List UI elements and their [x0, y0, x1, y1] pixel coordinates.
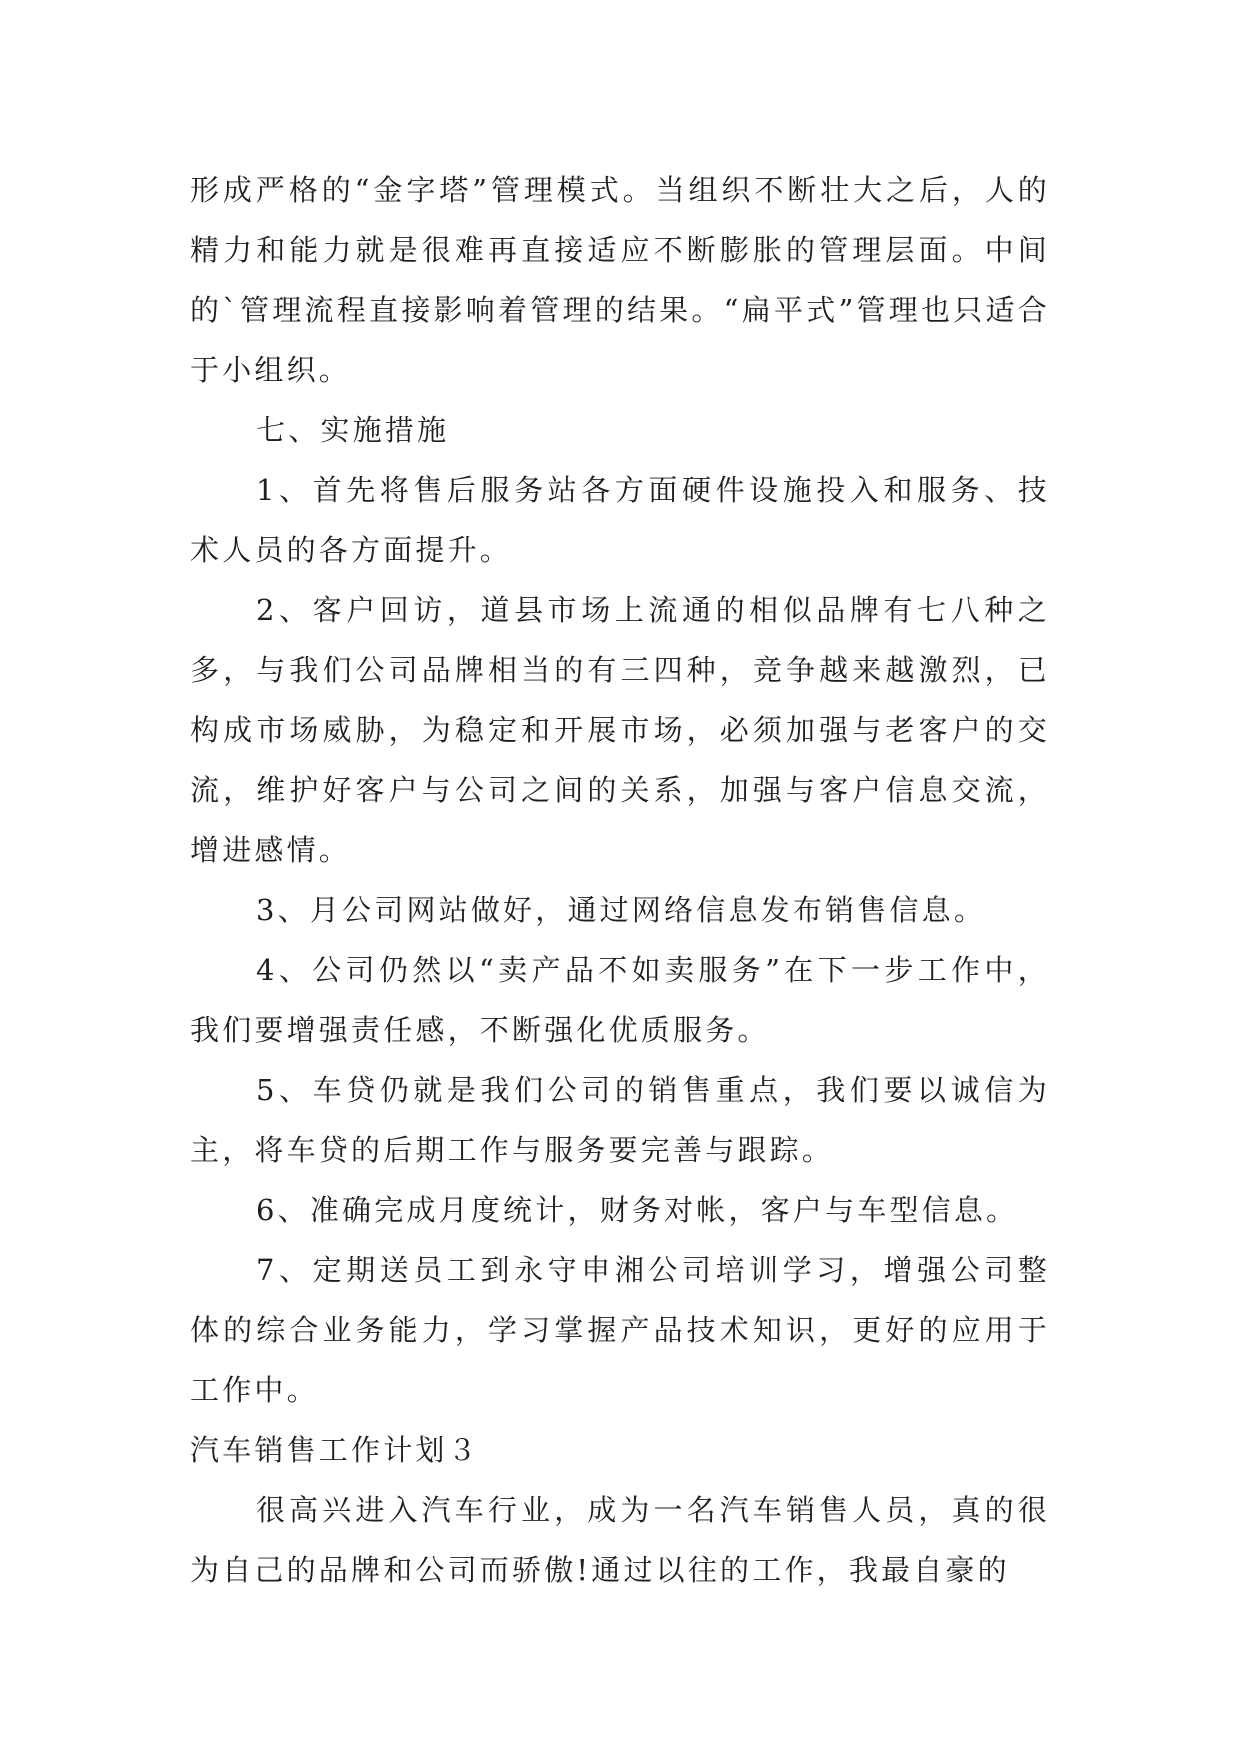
paragraph-intro: 形成严格的“金字塔”管理模式。当组织不断壮大之后，人的精力和能力就是很难再直接适应不断膨胀的管理层面。中间的`管理流程直接影响着管理的结果。“扁平式”管理也只适合于小组织。 — [190, 173, 1050, 387]
list-item: 3、月公司网站做好，通过网络信息发布销售信息。 — [256, 893, 987, 927]
document-title: 汽车销售工作计划３ — [190, 1433, 480, 1467]
list-item: 7、定期送员工到永守申湘公司培训学习，增强公司整体的综合业务能力，学习掌握产品技术知识，更好的应用于工作中。 — [190, 1253, 1050, 1407]
section-heading: 七、实施措施 — [256, 413, 450, 447]
paragraph-next: 很高兴进入汽车行业，成为一名汽车销售人员，真的很为自己的品牌和公司而骄傲!通过以往的工作，我最自豪的 — [190, 1493, 1050, 1587]
list-item: 2、客户回访，道县市场上流通的相似品牌有七八种之多，与我们公司品牌相当的有三四种，竞争越来越激烈，已构成市场威胁，为稳定和开展市场，必须加强与老客户的交流，维护好客户与公司之间的关系，加强与客户信息交流，增进感情。 — [190, 593, 1050, 867]
list-item: 5、车贷仍就是我们公司的销售重点，我们要以诚信为主，将车贷的后期工作与服务要完善与跟踪。 — [190, 1073, 1050, 1167]
document-body — [190, 160, 1050, 1600]
list-item: 4、公司仍然以“卖产品不如卖服务”在下一步工作中，我们要增强责任感，不断强化优质服务。 — [190, 953, 1050, 1047]
list-item: 1、首先将售后服务站各方面硬件设施投入和服务、技术人员的各方面提升。 — [190, 473, 1050, 567]
list-item: 6、准确完成月度统计，财务对帐，客户与车型信息。 — [256, 1193, 1019, 1227]
